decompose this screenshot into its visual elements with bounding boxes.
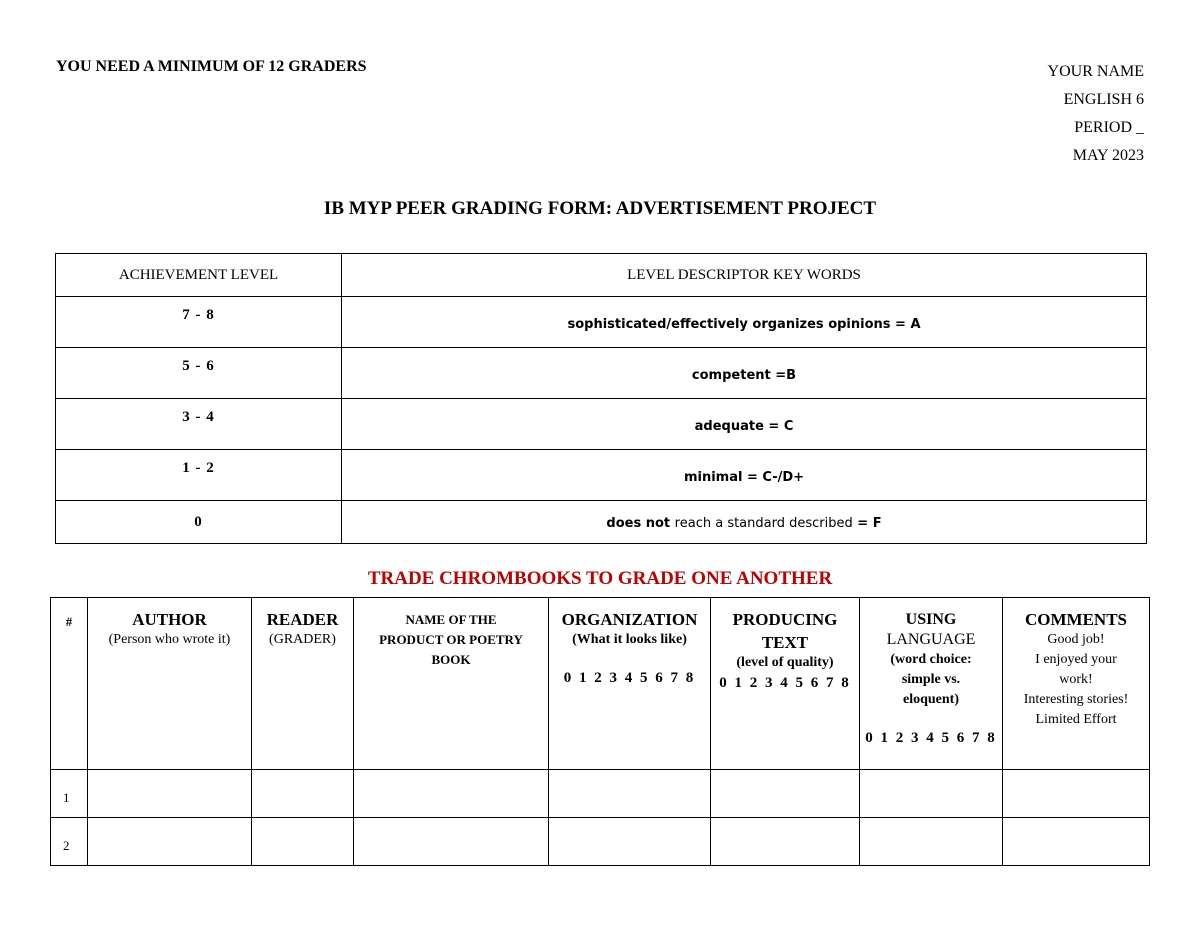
level-descriptor-cell [342, 450, 1147, 501]
language-score-scale: 0 1 2 3 4 5 6 7 8 [865, 730, 997, 746]
level-table-header [56, 254, 1147, 297]
producing-score-scale: 0 1 2 3 4 5 6 7 8 [719, 675, 851, 691]
level-range-cell [56, 501, 342, 544]
organization-score-cell[interactable] [549, 770, 711, 818]
level-row [56, 450, 1147, 501]
language-header-line2: LANGUAGE [886, 631, 976, 648]
language-header-sub3: eloquent) [903, 692, 959, 707]
descriptor-normal-part: reach a standard described [674, 516, 853, 531]
organization-header-label: ORGANIZATION [561, 610, 698, 629]
comments-cell[interactable] [1003, 818, 1150, 866]
level-row [56, 399, 1147, 450]
level-descriptor-cell [342, 297, 1147, 348]
level-descriptor: minimal = C-/D+ [683, 470, 805, 485]
using-language-score-cell[interactable] [860, 770, 1003, 818]
author-cell[interactable] [88, 770, 252, 818]
level-descriptor [342, 516, 1146, 531]
descriptor-bold-part: does not [606, 516, 671, 531]
product-name-cell[interactable] [354, 770, 549, 818]
comment-example: Limited Effort [1035, 712, 1117, 727]
student-name: YOUR NAME [1047, 63, 1144, 80]
product-name-header [354, 598, 549, 770]
language-header-line1: USING [905, 611, 957, 628]
level-row [56, 297, 1147, 348]
level-descriptor-cell [342, 399, 1147, 450]
header-info [1048, 58, 1144, 170]
peer-grading-table [50, 597, 1150, 866]
course-name: ENGLISH 6 [1063, 91, 1144, 108]
producing-text-header [711, 598, 860, 770]
page-title: IB MYP PEER GRADING FORM: ADVERTISEMENT PROJECT [323, 198, 877, 219]
row-number: 1 [51, 770, 88, 818]
reader-cell[interactable] [252, 818, 354, 866]
product-header-line3: BOOK [431, 652, 471, 667]
language-header-sub2: simple vs. [901, 672, 961, 687]
minimum-graders-note: YOU NEED A MINIMUM OF 12 GRADERS [56, 58, 367, 75]
level-row [56, 348, 1147, 399]
reader-header-label: READER [266, 610, 339, 629]
grading-row [51, 818, 1150, 866]
number-header-label: # [65, 614, 73, 629]
reader-header [252, 598, 354, 770]
producing-header-sub: (level of quality) [736, 655, 834, 670]
producing-header-line1: PRODUCING [732, 610, 838, 629]
level-range-cell [56, 450, 342, 501]
producing-text-score-cell[interactable] [711, 818, 860, 866]
using-language-header [860, 598, 1003, 770]
level-descriptor-cell [342, 501, 1147, 544]
descriptor-grade-part: = F [852, 516, 882, 531]
level-range: 7 - 8 [182, 307, 215, 323]
level-range-cell [56, 399, 342, 450]
product-header-line2: PRODUCT OR POETRY [379, 632, 523, 647]
producing-text-score-cell[interactable] [711, 770, 860, 818]
product-name-cell[interactable] [354, 818, 549, 866]
organization-header-sub: (What it looks like) [572, 632, 687, 647]
using-language-score-cell[interactable] [860, 818, 1003, 866]
level-row [56, 501, 1147, 544]
level-range: 0 [194, 514, 203, 530]
comment-example: Good job! [1047, 632, 1105, 647]
achievement-level-header: ACHIEVEMENT LEVEL [56, 254, 342, 297]
comment-example: I enjoyed your [1035, 652, 1117, 667]
level-range: 5 - 6 [182, 358, 215, 374]
comments-cell[interactable] [1003, 770, 1150, 818]
author-header-label: AUTHOR [132, 610, 207, 629]
level-descriptor-header: LEVEL DESCRIPTOR KEY WORDS [342, 254, 1147, 297]
level-descriptor: competent =B [691, 368, 797, 383]
organization-score-scale: 0 1 2 3 4 5 6 7 8 [563, 670, 696, 686]
comment-example: work! [1059, 672, 1093, 687]
language-header-sub1: (word choice: [890, 652, 972, 667]
level-range: 1 - 2 [182, 460, 215, 476]
trade-chromebooks-title: TRADE CHROMBOOKS TO GRADE ONE ANOTHER [367, 568, 833, 589]
grading-row [51, 770, 1150, 818]
level-range: 3 - 4 [182, 409, 215, 425]
reader-header-sub: (GRADER) [269, 632, 336, 647]
author-header [88, 598, 252, 770]
author-cell[interactable] [88, 818, 252, 866]
class-period: PERIOD _ [1074, 119, 1144, 136]
comments-header-label: COMMENTS [1025, 610, 1127, 629]
reader-cell[interactable] [252, 770, 354, 818]
comment-example: Interesting stories! [1023, 692, 1129, 707]
product-header-line1: NAME OF THE [405, 612, 497, 627]
level-descriptor: sophisticated/effectively organizes opinions = A [567, 317, 921, 332]
level-descriptor-cell [342, 348, 1147, 399]
organization-score-cell[interactable] [549, 818, 711, 866]
level-range-cell [56, 348, 342, 399]
author-header-sub: (Person who wrote it) [108, 632, 231, 647]
row-number: 2 [51, 818, 88, 866]
comments-header [1003, 598, 1150, 770]
producing-header-line2: TEXT [761, 633, 809, 652]
grading-table-header [51, 598, 1150, 770]
document-date: MAY 2023 [1072, 147, 1144, 164]
level-descriptor: adequate = C [694, 419, 794, 434]
achievement-level-table [55, 253, 1147, 544]
level-range-cell [56, 297, 342, 348]
number-header [51, 598, 88, 770]
organization-header [549, 598, 711, 770]
